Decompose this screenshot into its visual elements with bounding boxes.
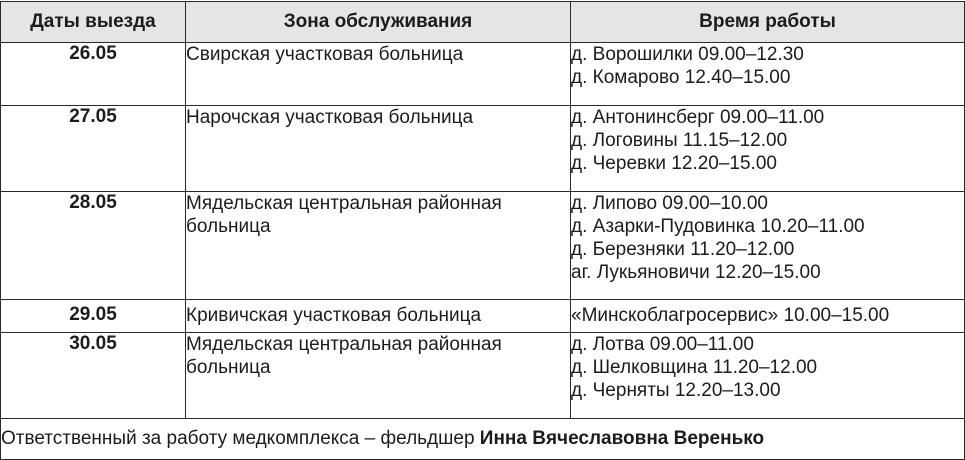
table-row — [1, 300, 965, 333]
time-entry: д. Азарки-Пудовинка 10.20–11.00 — [571, 216, 865, 237]
table-row — [1, 333, 965, 419]
responsible-name: Инна Вячеславовна Веренько — [479, 428, 765, 449]
row-times — [571, 333, 965, 419]
row-date: 28.05 — [1, 192, 186, 300]
time-entry: аг. Лукьяновичи 12.20–15.00 — [571, 262, 821, 283]
responsible-note — [1, 419, 965, 460]
row-date: 29.05 — [1, 300, 186, 333]
table-row — [1, 192, 965, 300]
table-row — [1, 43, 965, 106]
row-date: 30.05 — [1, 333, 186, 419]
time-entry: д. Лотва 09.00–11.00 — [571, 334, 754, 355]
schedule-table — [0, 1, 965, 460]
row-date: 27.05 — [1, 106, 186, 192]
time-entry: д. Комарово 12.40–15.00 — [571, 67, 791, 88]
row-date: 26.05 — [1, 43, 186, 106]
time-entry: д. Логовины 11.15–12.00 — [571, 130, 788, 151]
row-zone: Кривичская участковая больница — [186, 300, 571, 333]
footer-row — [1, 419, 965, 460]
table-row — [1, 106, 965, 192]
time-entry: д. Антонинсберг 09.00–11.00 — [571, 107, 825, 128]
row-zone: Мядельская центральная районная больница — [186, 192, 571, 300]
header-dates: Даты выезда — [1, 2, 186, 43]
row-zone: Нарочская участковая больница — [186, 106, 571, 192]
time-entry: д. Березняки 11.20–12.00 — [571, 239, 795, 260]
time-entry: д. Черевки 12.20–15.00 — [571, 153, 777, 174]
time-entry: д. Черняты 12.20–13.00 — [571, 380, 781, 401]
row-times — [571, 300, 965, 333]
time-entry: «Минскоблагросервис» 10.00–15.00 — [571, 305, 890, 326]
time-entry: д. Ворошилки 09.00–12.30 — [571, 44, 804, 65]
header-row — [1, 2, 965, 43]
time-entry: д. Липово 09.00–10.00 — [571, 193, 768, 214]
row-times — [571, 192, 965, 300]
row-zone: Мядельская центральная районная больница — [186, 333, 571, 419]
header-zone: Зона обслуживания — [186, 2, 571, 43]
row-times — [571, 43, 965, 106]
responsible-prefix: Ответственный за работу медкомплекса – фельдшер — [1, 428, 480, 449]
row-zone: Свирская участковая больница — [186, 43, 571, 106]
row-times — [571, 106, 965, 192]
time-entry: д. Шелковщина 11.20–12.00 — [571, 357, 818, 378]
header-time: Время работы — [571, 2, 965, 43]
